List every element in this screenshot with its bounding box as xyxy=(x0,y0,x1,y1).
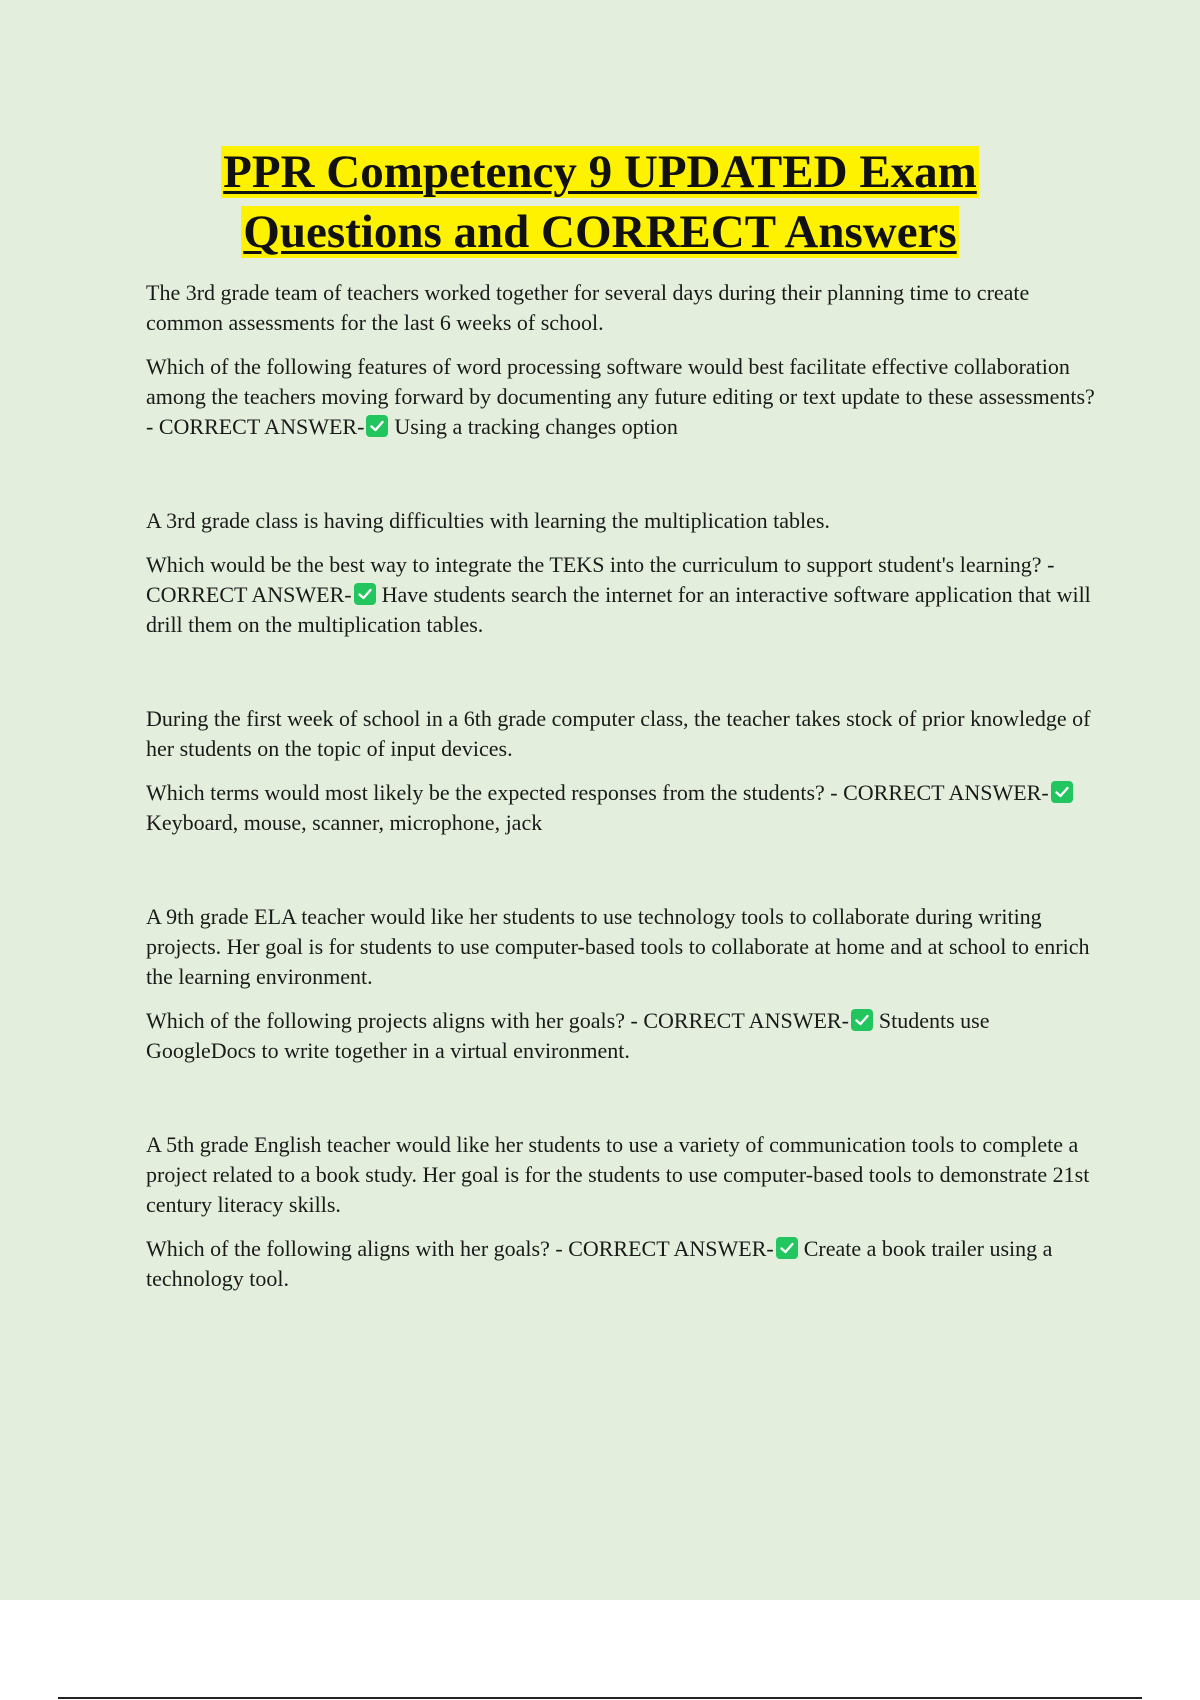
question-block xyxy=(146,1130,1096,1294)
answer-text: Keyboard, mouse, scanner, microphone, jack xyxy=(146,810,543,835)
question-context: A 5th grade English teacher would like her students to use a variety of communication tools to complete a project related to a book study. Her goal is for the students to use computer-based tools to demonstrate 21st century literacy skills. xyxy=(146,1132,1090,1217)
page-divider xyxy=(58,1697,1142,1699)
answer-marker: CORRECT ANSWER- xyxy=(158,414,365,439)
checkmark-icon xyxy=(354,583,376,605)
question-text: Which of the following features of word processing software would best facilitate effective collaboration among the teachers moving forward by documenting any future editing or text update to these assessments? - xyxy=(146,354,1095,439)
checkmark-icon xyxy=(851,1009,873,1031)
question-with-answer xyxy=(146,550,1096,640)
document-title xyxy=(0,142,1200,262)
checkmark-icon xyxy=(1051,781,1073,803)
title-line-1: PPR Competency 9 UPDATED Exam xyxy=(223,146,977,198)
question-context: The 3rd grade team of teachers worked together for several days during their planning time to create common assessments for the last 6 weeks of school. xyxy=(146,280,1030,335)
answer-marker: CORRECT ANSWER- xyxy=(843,780,1049,805)
question-block xyxy=(146,902,1096,1066)
checkmark-icon xyxy=(776,1237,798,1259)
questions-list xyxy=(146,278,1096,1358)
question-context: During the first week of school in a 6th grade computer class, the teacher takes stock of prior knowledge of her students on the topic of input devices. xyxy=(146,706,1091,761)
answer-text: Have students search the internet for an interactive software application that will drill them on the multiplication tables. xyxy=(146,582,1091,637)
question-context: A 9th grade ELA teacher would like her students to use technology tools to collaborate during writing projects. Her goal is for students to use computer-based tools to collaborate at home and at school to enrich the learning environment. xyxy=(146,904,1090,989)
title-line-2: Questions and CORRECT Answers xyxy=(243,206,957,258)
question-text: Which terms would most likely be the expected responses from the students? - xyxy=(146,780,844,805)
question-text: Which of the following projects aligns with her goals? - xyxy=(146,1008,644,1033)
answer-text: Create a book trailer using a technology tool. xyxy=(146,1236,1053,1291)
question-text: Which of the following aligns with her goals? - xyxy=(146,1236,569,1261)
question-with-answer xyxy=(146,778,1096,838)
answer-text: Using a tracking changes option xyxy=(394,414,678,439)
question-block xyxy=(146,704,1096,838)
question-with-answer xyxy=(146,1234,1096,1294)
answer-marker: CORRECT ANSWER- xyxy=(643,1008,849,1033)
question-with-answer xyxy=(146,352,1096,442)
question-with-answer xyxy=(146,1006,1096,1066)
checkmark-icon xyxy=(366,415,388,437)
answer-marker: CORRECT ANSWER- xyxy=(146,582,352,607)
question-text: Which would be the best way to integrate the TEKS into the curriculum to support student's learning? - xyxy=(146,552,1055,577)
question-block xyxy=(146,278,1096,442)
question-context: A 3rd grade class is having difficulties with learning the multiplication tables. xyxy=(146,508,830,533)
answer-marker: CORRECT ANSWER- xyxy=(568,1236,774,1261)
answer-text: Students use GoogleDocs to write together in a virtual environment. xyxy=(146,1008,990,1063)
question-block xyxy=(146,506,1096,640)
